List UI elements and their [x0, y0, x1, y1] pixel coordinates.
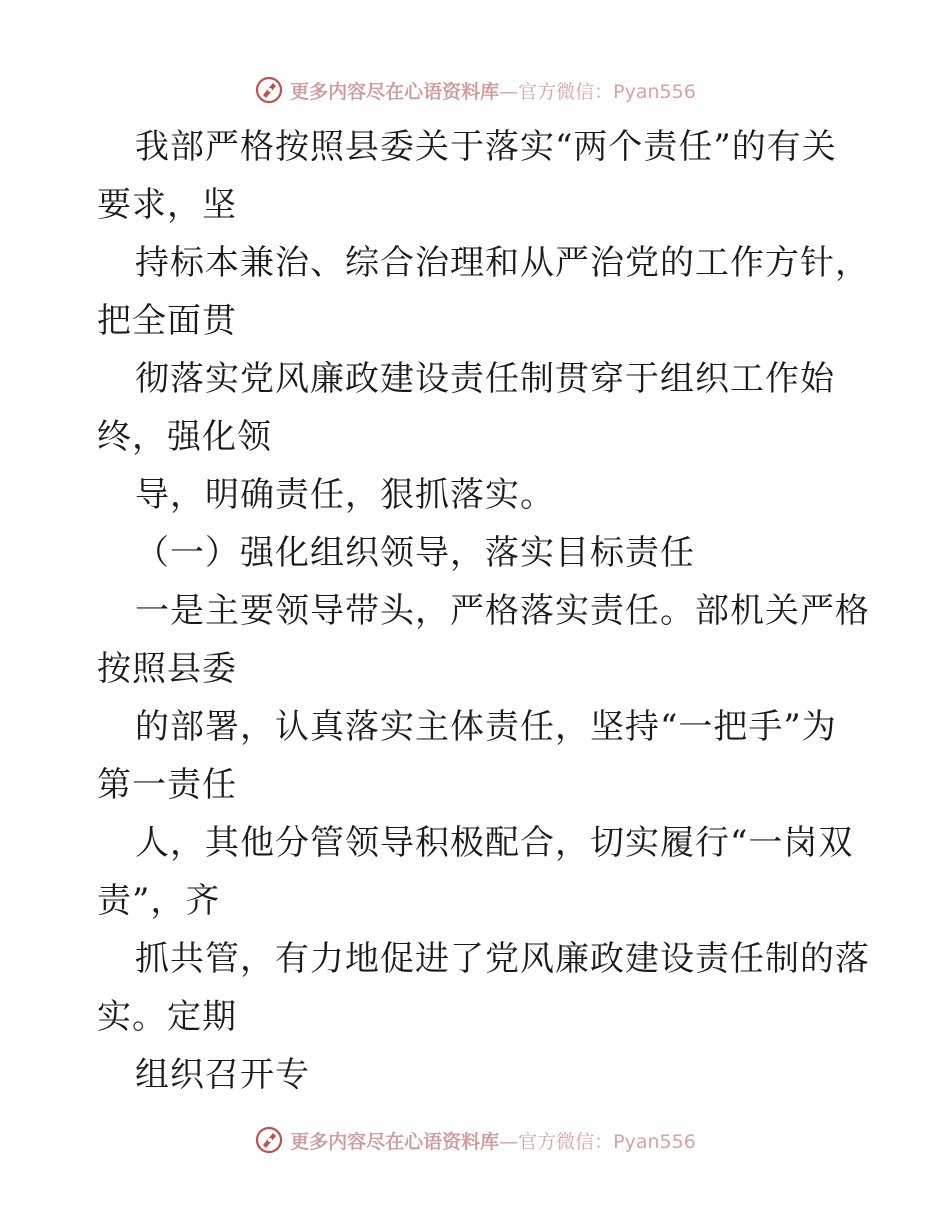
body-line: 一是主要领导带头，严格落实责任。部机关严格 [135, 591, 870, 631]
watermark-text [290, 1127, 696, 1154]
body-line: 导，明确责任，狠抓落实。 [135, 475, 555, 515]
body-line: 实。定期 [97, 997, 237, 1037]
body-line: 组织召开专 [135, 1055, 310, 1095]
pen-nib-logo-icon [254, 1125, 284, 1155]
watermark-wechat: —官方微信：Pyan556 [499, 1130, 696, 1153]
document-body [97, 118, 870, 1104]
footer-watermark-banner [0, 1120, 950, 1160]
body-line: 的部署，认真落实主体责任，坚持“一把手”为 [135, 707, 837, 747]
body-line: 责”，齐 [97, 881, 221, 921]
watermark-wechat: —官方微信：Pyan556 [499, 80, 696, 103]
watermark-site-name: 更多内容尽在心语资料库 [290, 80, 500, 103]
watermark-text [290, 77, 696, 104]
body-line: 我部严格按照县委关于落实“两个责任”的有关 [135, 127, 837, 167]
pen-nib-logo-icon [254, 75, 284, 105]
body-line: 按照县委 [97, 649, 237, 689]
body-line: 持标本兼治、综合治理和从严治党的工作方针， [135, 243, 870, 283]
watermark-site-name: 更多内容尽在心语资料库 [290, 1130, 500, 1153]
body-line: 终，强化领 [97, 417, 272, 457]
header-watermark-banner [0, 70, 950, 110]
body-line: 抓共管，有力地促进了党风廉政建设责任制的落 [135, 939, 870, 979]
body-line: 把全面贯 [97, 301, 237, 341]
body-line: 要求，坚 [97, 185, 237, 225]
body-line: 彻落实党风廉政建设责任制贯穿于组织工作始 [135, 359, 835, 399]
body-line: 第一责任 [97, 765, 237, 805]
section-heading: （一）强化组织领导，落实目标责任 [135, 533, 695, 573]
body-line: 人，其他分管领导积极配合，切实履行“一岗双 [135, 823, 854, 863]
